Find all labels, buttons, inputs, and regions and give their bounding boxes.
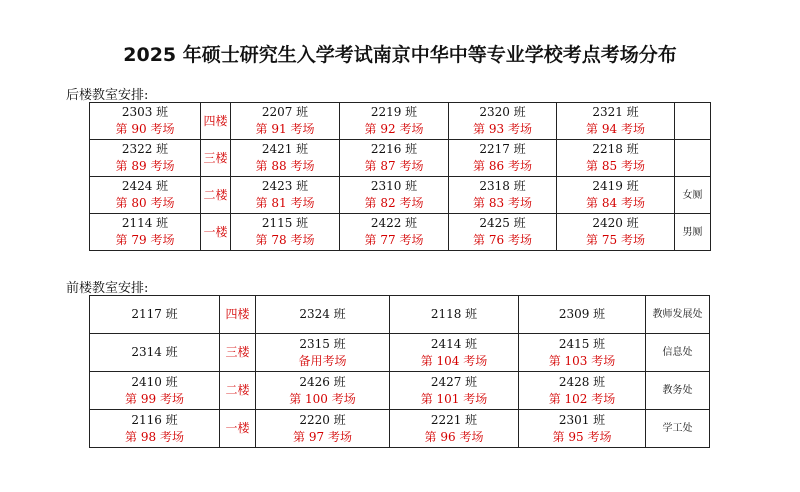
classroom-label: 2221 班 bbox=[430, 412, 478, 427]
table-row bbox=[90, 103, 711, 140]
classroom-label: 2422 班 bbox=[370, 216, 418, 230]
classroom-label: 2216 班 bbox=[370, 142, 418, 156]
exam-room-label: 第 94 考场 bbox=[586, 122, 645, 136]
exam-room-label: 第 78 考场 bbox=[255, 233, 315, 247]
classroom-label: 2425 班 bbox=[479, 216, 526, 230]
table-row bbox=[90, 410, 710, 448]
classroom-label: 2428 班 bbox=[558, 374, 606, 389]
front-building-heading: 前楼教室安排: bbox=[66, 281, 149, 296]
classroom-label: 2320 班 bbox=[479, 105, 526, 119]
exam-room-label: 第 82 考场 bbox=[364, 196, 424, 210]
classroom-cell bbox=[256, 410, 390, 448]
classroom-label: 2116 班 bbox=[131, 412, 178, 427]
side-room-label bbox=[675, 103, 711, 140]
exam-room-label: 第 100 考场 bbox=[289, 391, 356, 406]
classroom-label: 2414 班 bbox=[430, 336, 478, 351]
classroom-cell bbox=[390, 372, 519, 410]
classroom-cell bbox=[90, 214, 201, 251]
exam-room-label: 第 95 考场 bbox=[552, 429, 612, 444]
exam-room-label: 第 90 考场 bbox=[115, 122, 175, 136]
classroom-cell bbox=[557, 103, 675, 140]
classroom-cell bbox=[449, 177, 557, 214]
exam-room-label: 第 87 考场 bbox=[364, 159, 424, 173]
side-room-label bbox=[675, 140, 711, 177]
classroom-label: 2421 班 bbox=[261, 142, 309, 156]
classroom-cell bbox=[519, 296, 646, 334]
classroom-cell bbox=[90, 296, 220, 334]
exam-room-label: 第 93 考场 bbox=[473, 122, 532, 136]
exam-room-label: 第 80 考场 bbox=[115, 196, 175, 210]
table-row bbox=[90, 372, 710, 410]
classroom-cell bbox=[340, 177, 449, 214]
classroom-label: 2321 班 bbox=[592, 105, 639, 119]
classroom-label: 2118 班 bbox=[430, 307, 478, 321]
classroom-label: 2217 班 bbox=[479, 142, 526, 156]
exam-room-label: 第 75 考场 bbox=[586, 233, 645, 247]
classroom-cell bbox=[256, 296, 390, 334]
classroom-cell bbox=[390, 334, 519, 372]
floor-label: 四楼 bbox=[201, 103, 231, 140]
side-room-label: 教务处 bbox=[646, 372, 710, 410]
classroom-label: 2419 班 bbox=[592, 179, 639, 193]
classroom-cell bbox=[90, 177, 201, 214]
exam-room-label: 第 88 考场 bbox=[255, 159, 315, 173]
exam-room-label: 第 97 考场 bbox=[293, 429, 352, 444]
exam-room-label: 第 76 考场 bbox=[473, 233, 532, 247]
classroom-label: 2309 班 bbox=[558, 307, 606, 321]
exam-room-label: 第 101 考场 bbox=[420, 391, 488, 406]
classroom-cell bbox=[557, 140, 675, 177]
exam-room-label: 第 99 考场 bbox=[125, 391, 184, 406]
exam-room-label: 第 102 考场 bbox=[548, 391, 616, 406]
floor-label: 三楼 bbox=[220, 334, 256, 372]
classroom-label: 2415 班 bbox=[558, 336, 606, 351]
classroom-cell bbox=[90, 372, 220, 410]
exam-room-label: 第 103 考场 bbox=[548, 353, 616, 368]
page-title: 2025 年硕士研究生入学考试南京中华中等专业学校考点考场分布 bbox=[123, 44, 677, 66]
rear-building-heading: 后楼教室安排: bbox=[66, 88, 149, 103]
exam-room-label: 第 104 考场 bbox=[420, 353, 488, 368]
exam-room-label: 第 92 考场 bbox=[364, 122, 424, 136]
classroom-label: 2117 班 bbox=[131, 307, 178, 321]
classroom-label: 2410 班 bbox=[131, 374, 178, 389]
classroom-cell bbox=[90, 334, 220, 372]
classroom-label: 2220 班 bbox=[299, 412, 346, 427]
classroom-cell bbox=[231, 214, 340, 251]
classroom-label: 2115 班 bbox=[261, 216, 309, 230]
exam-room-label: 第 84 考场 bbox=[586, 196, 645, 210]
side-room-label: 女厕 bbox=[675, 177, 711, 214]
classroom-label: 2318 班 bbox=[479, 179, 526, 193]
classroom-cell bbox=[519, 334, 646, 372]
classroom-label: 2324 班 bbox=[299, 307, 346, 321]
side-room-label: 学工处 bbox=[646, 410, 710, 448]
classroom-label: 2423 班 bbox=[261, 179, 309, 193]
floor-label: 二楼 bbox=[220, 372, 256, 410]
classroom-label: 2310 班 bbox=[370, 179, 418, 193]
exam-room-label: 第 79 考场 bbox=[115, 233, 175, 247]
classroom-label: 2207 班 bbox=[261, 105, 309, 119]
classroom-cell bbox=[390, 410, 519, 448]
classroom-label: 2424 班 bbox=[121, 179, 169, 193]
classroom-cell bbox=[340, 140, 449, 177]
classroom-cell bbox=[90, 410, 220, 448]
exam-room-label: 第 81 考场 bbox=[255, 196, 315, 210]
floor-label: 一楼 bbox=[201, 214, 231, 251]
classroom-cell bbox=[256, 334, 390, 372]
classroom-cell bbox=[519, 410, 646, 448]
classroom-label: 2114 班 bbox=[121, 216, 169, 230]
table-row bbox=[90, 296, 710, 334]
classroom-label: 2218 班 bbox=[592, 142, 639, 156]
classroom-cell bbox=[519, 372, 646, 410]
classroom-label: 2219 班 bbox=[370, 105, 418, 119]
floor-label: 二楼 bbox=[201, 177, 231, 214]
classroom-cell bbox=[231, 177, 340, 214]
classroom-cell bbox=[340, 214, 449, 251]
classroom-cell bbox=[449, 103, 557, 140]
exam-room-label: 第 77 考场 bbox=[364, 233, 424, 247]
classroom-cell bbox=[557, 177, 675, 214]
exam-room-label: 第 91 考场 bbox=[255, 122, 315, 136]
classroom-cell bbox=[90, 103, 201, 140]
classroom-cell bbox=[390, 296, 519, 334]
classroom-label: 2303 班 bbox=[121, 105, 169, 119]
floor-label: 一楼 bbox=[220, 410, 256, 448]
table-row bbox=[90, 214, 711, 251]
exam-room-label: 第 89 考场 bbox=[115, 159, 175, 173]
classroom-cell bbox=[449, 214, 557, 251]
classroom-label: 2427 班 bbox=[430, 374, 478, 389]
exam-room-label: 第 98 考场 bbox=[125, 429, 184, 444]
front-building-table bbox=[89, 295, 710, 448]
exam-room-label: 第 86 考场 bbox=[473, 159, 532, 173]
table-row bbox=[90, 177, 711, 214]
exam-room-label: 备用考场 bbox=[298, 353, 347, 368]
classroom-label: 2322 班 bbox=[121, 142, 169, 156]
side-room-label: 男厕 bbox=[675, 214, 711, 251]
side-room-label: 教师发展处 bbox=[646, 296, 710, 334]
classroom-label: 2426 班 bbox=[299, 374, 346, 389]
classroom-cell bbox=[231, 103, 340, 140]
table-row bbox=[90, 334, 710, 372]
classroom-label: 2301 班 bbox=[558, 412, 606, 427]
exam-room-label: 第 83 考场 bbox=[473, 196, 532, 210]
floor-label: 三楼 bbox=[201, 140, 231, 177]
table-row bbox=[90, 140, 711, 177]
classroom-cell bbox=[256, 372, 390, 410]
floor-label: 四楼 bbox=[220, 296, 256, 334]
exam-room-label: 第 85 考场 bbox=[586, 159, 645, 173]
side-room-label: 信息处 bbox=[646, 334, 710, 372]
rear-building-table bbox=[89, 102, 711, 251]
classroom-cell bbox=[231, 140, 340, 177]
classroom-label: 2314 班 bbox=[131, 345, 178, 359]
classroom-cell bbox=[557, 214, 675, 251]
classroom-cell bbox=[340, 103, 449, 140]
classroom-label: 2315 班 bbox=[299, 336, 346, 351]
classroom-label: 2420 班 bbox=[592, 216, 639, 230]
exam-room-label: 第 96 考场 bbox=[424, 429, 484, 444]
classroom-cell bbox=[90, 140, 201, 177]
classroom-cell bbox=[449, 140, 557, 177]
